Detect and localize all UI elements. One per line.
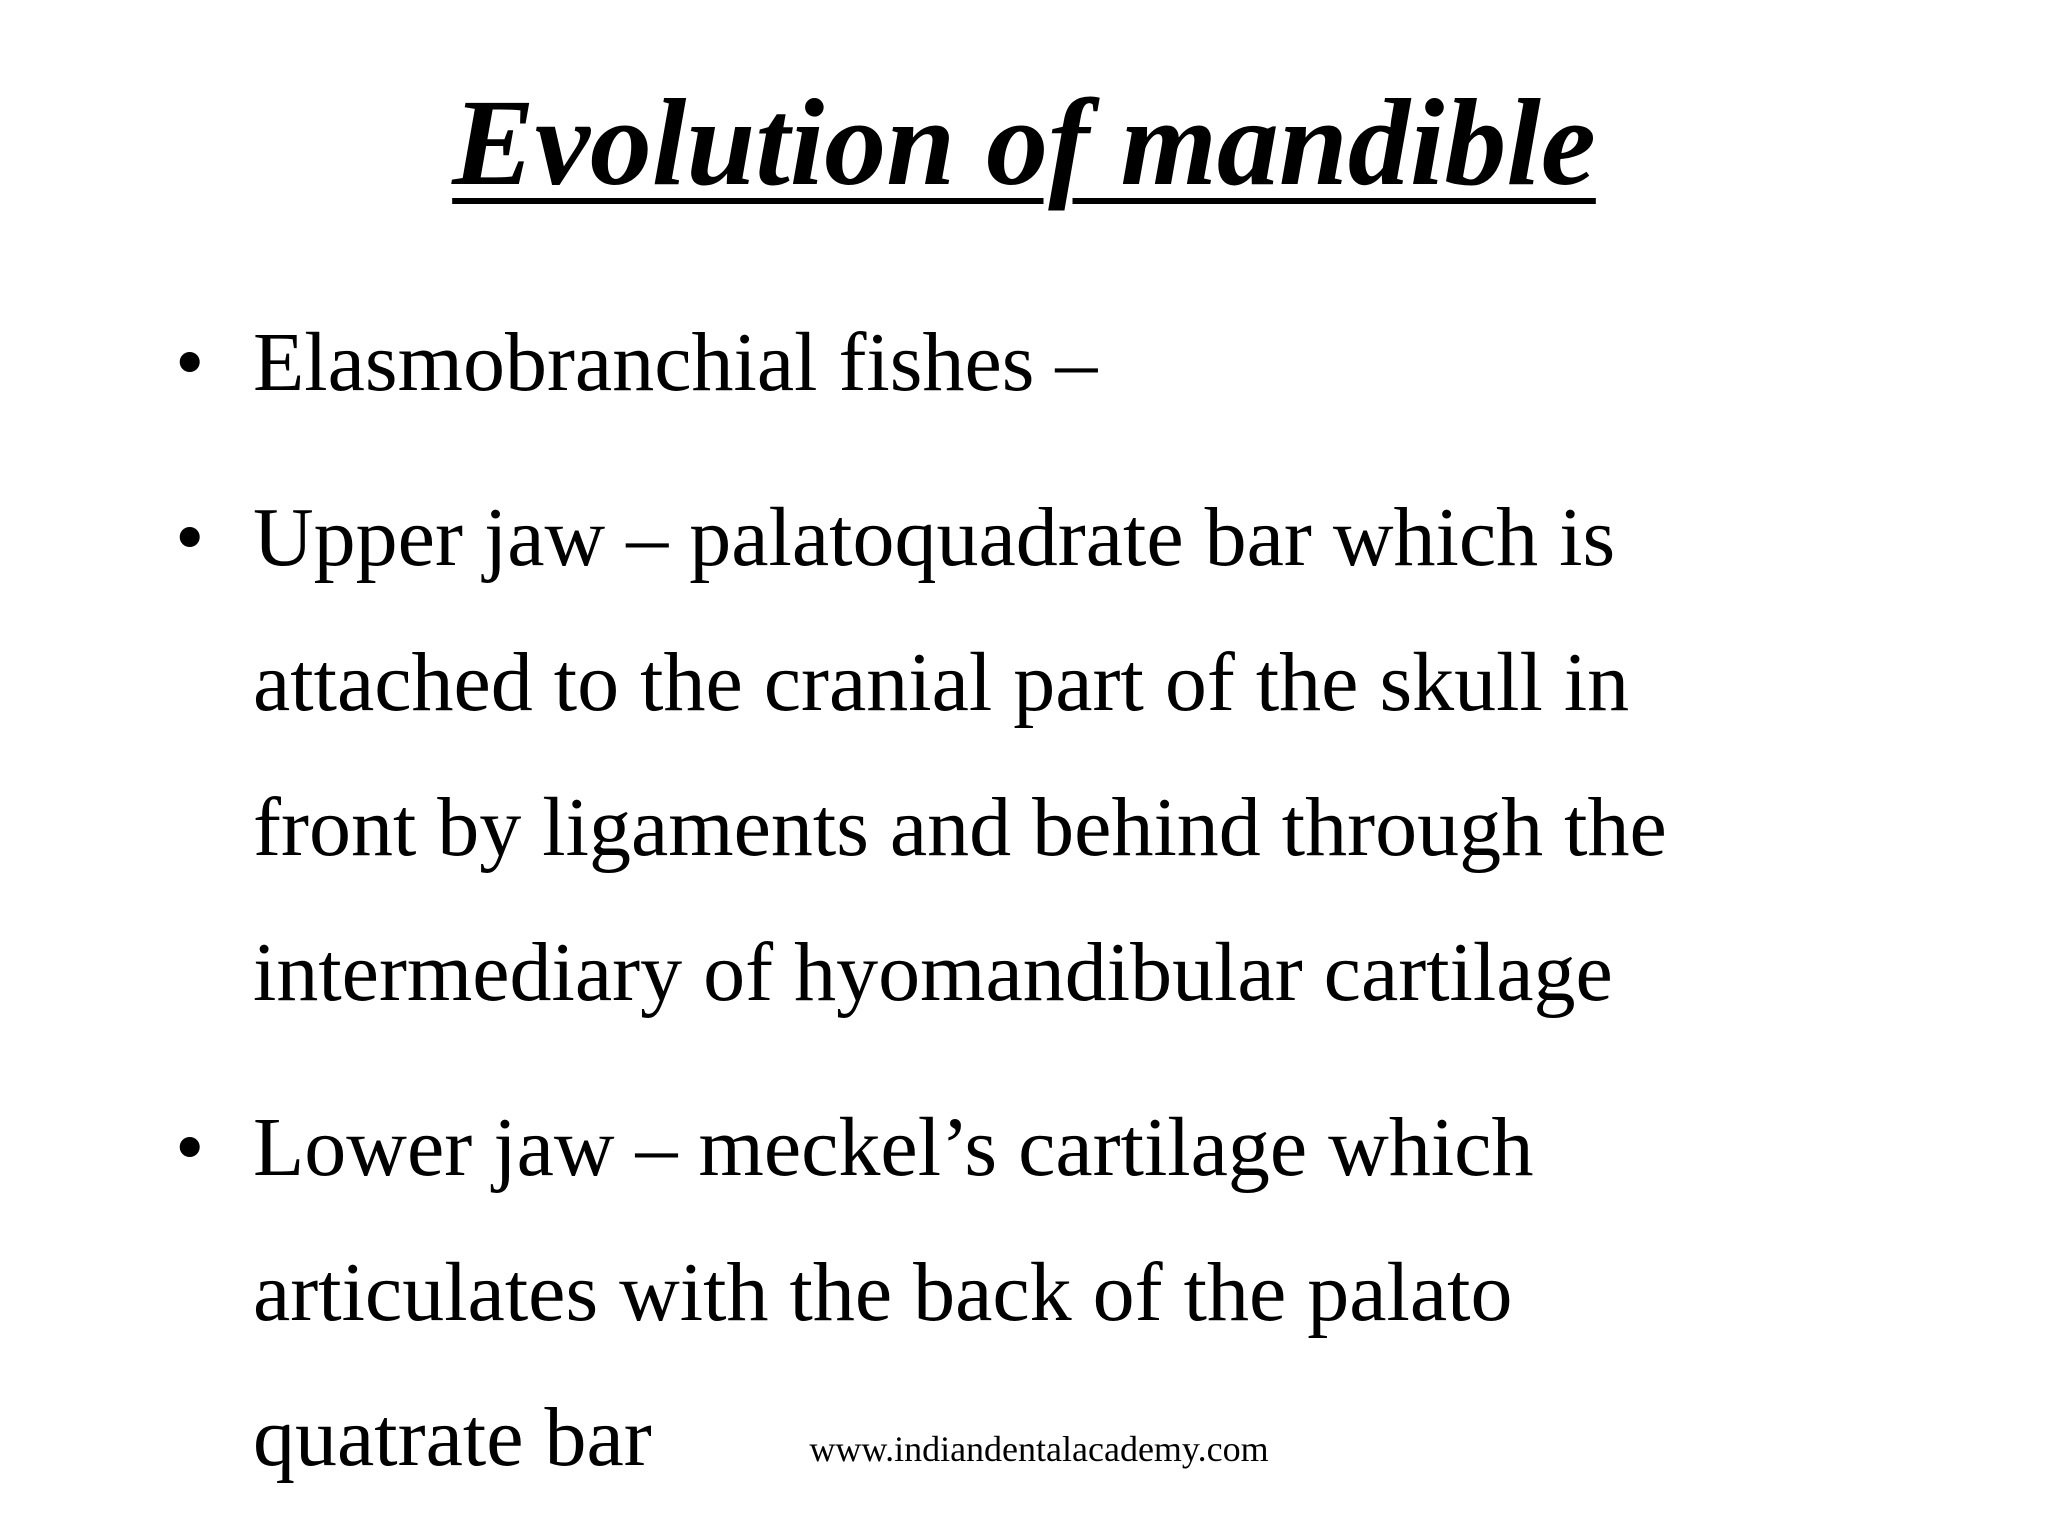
bullet-marker: • bbox=[175, 1101, 205, 1194]
bullet-marker: • bbox=[175, 316, 205, 409]
bullet-marker: • bbox=[175, 491, 205, 584]
bullet-line: intermediary of hyomandibular cartilage bbox=[253, 926, 1613, 1019]
footer-url: www.indiandentalacademy.com bbox=[809, 1429, 1269, 1469]
bullet-line: Elasmobranchial fishes – bbox=[253, 316, 1098, 409]
bullet-text bbox=[253, 465, 1875, 1045]
bullet-line: quatrate bar bbox=[253, 1391, 652, 1484]
bullet-line: Lower jaw – meckel’s cartilage which bbox=[253, 1101, 1534, 1194]
bullet-line: articulates with the back of the palato bbox=[253, 1246, 1513, 1339]
bullet-line: front by ligaments and behind through the bbox=[253, 781, 1667, 874]
bullet-line: attached to the cranial part of the skull in bbox=[253, 636, 1630, 729]
bullet-text bbox=[253, 290, 1875, 435]
bullet-item bbox=[175, 465, 1875, 1045]
bullet-line: Upper jaw – palatoquadrate bar which is bbox=[253, 491, 1616, 584]
slide-title: Evolution of mandible bbox=[452, 74, 1596, 211]
bullet-list bbox=[175, 290, 1875, 1536]
bullet-item bbox=[175, 290, 1875, 435]
